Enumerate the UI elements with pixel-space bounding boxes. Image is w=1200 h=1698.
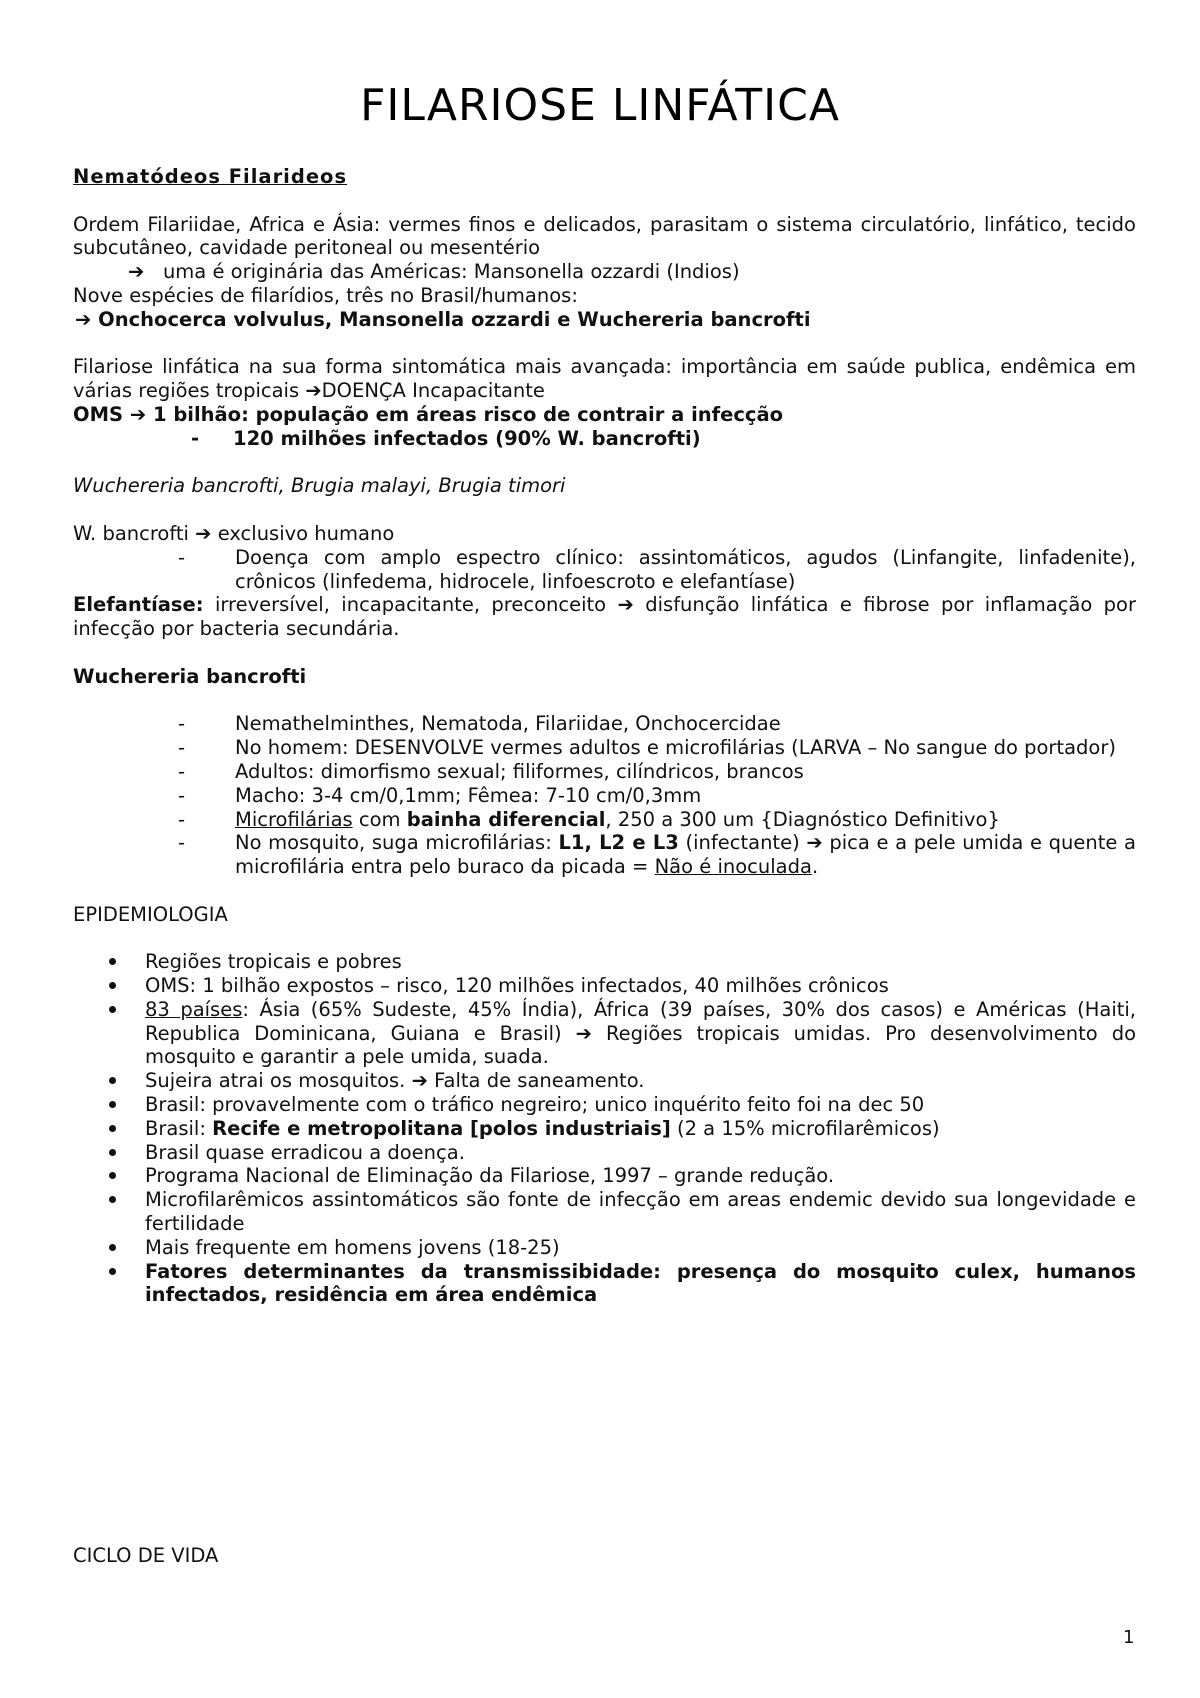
list-item: - Nemathelminthes, Nematoda, Filariidae, Onchocercidae [178,712,781,736]
paragraph-wb: W. bancrofti ➔ exclusivo humano [73,521,395,545]
arrow-icon: ➔ [411,1069,428,1093]
arrow-icon: ➔ [617,593,634,617]
arrow-icon: ➔ [305,379,322,403]
list-item: Brasil: provavelmente com o tráfico negreiro; unico inquérito feito foi na dec 50 [108,1093,1136,1117]
section-heading-ciclo: CICLO DE VIDA [73,1544,219,1567]
page-number: 1 [1123,1627,1135,1648]
paragraph-oms: OMS ➔ 1 bilhão: população em áreas risco de contrair a infecção [73,402,784,426]
paragraph-ordem: Ordem Filariidae, Africa e Ásia: vermes finos e delicados, parasitam o sistema circulatório, linfático, tecido subcutâneo, cavidade peritoneal ou mesentério [73,212,1136,260]
arrow-icon: ➔ [575,1021,592,1045]
list-item: Programa Nacional de Eliminação da Filariose, 1997 – grande redução. [108,1164,1136,1188]
paragraph-especies-bold: ➔ Onchocerca volvulus, Mansonella ozzardi e Wuchereria bancrofti [75,307,811,331]
dash-list-wb [73,546,1136,594]
bullet-icon [109,1268,116,1275]
bullet-icon [109,1077,116,1084]
list-item: Brasil: Recife e metropolitana [polos industriais] (2 a 15% microfilarêmicos) [108,1117,1136,1141]
bullet-icon [109,1006,116,1013]
list-item: Mais frequente em homens jovens (18-25) [108,1236,1136,1260]
bullet-icon [109,1244,116,1251]
document-body [73,165,1136,1307]
list-item: Brasil quase erradicou a doença. [108,1141,1136,1165]
arrow-icon: ➔ [128,260,145,284]
list-item: 83 países: Ásia (65% Sudeste, 45% Índia), África (39 países, 30% dos casos) e Américas (Haiti, Republica Dominicana, Guiana e Brasil) ➔ Regiões tropicais umidas. Pro desenvolvimento do mosquito e garantir a pele umida, suada. [108,998,1136,1069]
bullet-icon [109,982,116,989]
bullet-icon [109,1149,116,1156]
section-heading-nematodeos: Nematódeos Filarideos [73,165,348,188]
paragraph-filariose: Filariose linfática na sua forma sintomática mais avançada: importância em saúde publica, endêmica em várias regiões tropicais ➔DOENÇA Incapacitante [73,355,1136,403]
list-item: - Macho: 3-4 cm/0,1mm; Fêmea: 7-10 cm/0,3mm [178,783,702,807]
bullet-icon [109,1172,116,1179]
arrow-icon: ➔ [806,831,823,855]
bullet-icon [109,1101,116,1108]
list-item: Sujeira atrai os mosquitos. ➔ Falta de saneamento. [108,1069,1136,1093]
paragraph-species-italic: Wuchereria bancrofti, Brugia malayi, Brugia timori [73,474,566,498]
arrow-icon: ➔ [75,307,92,331]
bullet-icon [109,1196,116,1203]
bullet-icon [109,1125,116,1132]
list-item: OMS: 1 bilhão expostos – risco, 120 milhões infectados, 40 milhões crônicos [108,974,1136,998]
bullet-icon [109,958,116,965]
list-item: Regiões tropicais e pobres [108,950,1136,974]
page-title: FILARIOSE LINFÁTICA [360,80,840,131]
arrow-icon: ➔ [195,521,212,545]
paragraph-oms-sub: - 120 milhões infectados (90% W. bancrofti) [191,426,701,450]
list-item: - Adultos: dimorfismo sexual; filiformes, cilíndricos, brancos [178,759,804,783]
arrow-item-americas: ➔ uma é originária das Américas: Mansonella ozzardi (Indios) [128,260,740,284]
section-heading-wuchereria: Wuchereria bancrofti [73,664,307,688]
paragraph-elefantiase: Elefantíase: irreversível, incapacitante, preconceito ➔ disfunção linfática e fibrose por inflamação por infecção por bacteria secundária. [73,593,1137,641]
list-item: - Doença com amplo espectro clínico: assintomáticos, agudos (Linfangite, linfadenite), crônicos (linfedema, hidrocele, linfoescroto e elefantíase) [178,545,1136,593]
list-item: - No homem: DESENVOLVE vermes adultos e microfilárias (LARVA – No sangue do portador) [178,736,1116,760]
list-item: Fatores determinantes da transmissibidade: presença do mosquito culex, humanos infectados, residência em área endêmica [108,1260,1136,1308]
bullet-list-epidemiologia [73,950,1136,1307]
list-item: - No mosquito, suga microfilárias: L1, L2 e L3 (infectante) ➔ pica e a pele umida e quente a microfilária entra pelo buraco da picada = Não é inoculada. [178,831,1137,879]
list-item: Microfilarêmicos assintomáticos são fonte de infecção em areas endemic devido sua longevidade e fertilidade [108,1188,1136,1236]
list-item: - Microfilárias com bainha diferencial, 250 a 300 um {Diagnóstico Definitivo} [178,807,1000,831]
arrow-icon: ➔ [129,402,147,426]
paragraph-especies: Nove espécies de filarídios, três no Brasil/humanos: [73,283,578,307]
dash-list-wuchereria [73,712,1136,879]
section-heading-epidemiologia: EPIDEMIOLOGIA [73,902,228,926]
